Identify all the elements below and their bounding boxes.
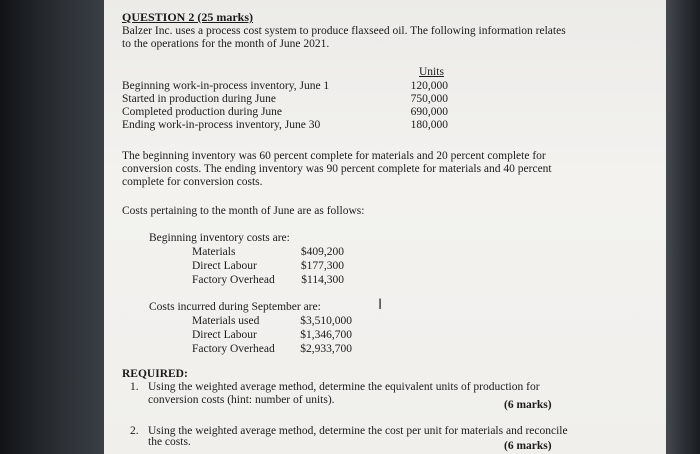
incurred-cost-label: Factory Overhead xyxy=(192,343,275,355)
incurred-cost-label: Direct Labour xyxy=(192,329,257,341)
completion-line-1: The beginning inventory was 60 percent complete for materials and 20 percent complete for xyxy=(122,150,546,162)
required-item-number: 2. xyxy=(130,425,139,437)
beginning-cost-label: Direct Labour xyxy=(192,260,257,272)
units-row-value: 180,000 xyxy=(410,119,448,131)
units-header: Units xyxy=(419,66,444,78)
right-background xyxy=(662,0,700,454)
completion-line-3: complete for conversion costs. xyxy=(122,176,263,188)
units-row-label: Started in production during June xyxy=(122,93,276,105)
incurred-cost-label: Materials used xyxy=(192,315,260,327)
incurred-costs-heading: Costs incurred during September are: xyxy=(149,301,321,313)
required-item-marks: (6 marks) xyxy=(504,440,552,452)
question-title: QUESTION 2 (25 marks) xyxy=(122,10,254,24)
intro-line-1: Balzer Inc. uses a process cost system to produce flaxseed oil. The following information relates xyxy=(122,25,566,37)
required-heading: REQUIRED: xyxy=(122,368,188,380)
beginning-costs-heading: Beginning inventory costs are: xyxy=(149,232,290,244)
required-item-line: the costs. xyxy=(148,436,191,448)
beginning-cost-value: $114,300 xyxy=(301,274,344,286)
beginning-cost-label: Factory Overhead xyxy=(192,274,275,286)
units-row-label: Completed production during June xyxy=(122,106,283,118)
left-background xyxy=(0,0,104,454)
costs-intro: Costs pertaining to the month of June are as follows: xyxy=(122,205,365,217)
required-item-number: 1. xyxy=(130,381,139,393)
text-cursor-icon: I xyxy=(378,297,383,313)
document-page xyxy=(104,0,666,454)
units-row-value: 750,000 xyxy=(410,93,448,105)
incurred-cost-value: $3,510,000 xyxy=(300,315,352,327)
completion-line-2: conversion costs. The ending inventory was 90 percent complete for materials and 40 percent xyxy=(122,163,552,175)
required-item-line: Using the weighted average method, determine the equivalent units of production for xyxy=(148,381,540,393)
intro-line-2: to the operations for the month of June 2021. xyxy=(122,38,330,50)
incurred-cost-value: $2,933,700 xyxy=(300,343,352,355)
required-item-line: Using the weighted average method, determine the cost per unit for materials and reconcile xyxy=(148,425,568,437)
units-row-label: Beginning work-in-process inventory, June 1 xyxy=(122,80,330,92)
beginning-cost-value: $177,300 xyxy=(300,260,344,272)
units-row-value: 690,000 xyxy=(410,106,448,118)
units-row-label: Ending work-in-process inventory, June 30 xyxy=(122,119,321,131)
required-item-line: conversion costs (hint: number of units). xyxy=(148,394,335,406)
units-row-value: 120,000 xyxy=(410,80,448,92)
beginning-cost-label: Materials xyxy=(192,246,236,258)
beginning-cost-value: $409,200 xyxy=(300,246,344,258)
required-item-marks: (6 marks) xyxy=(504,399,552,411)
incurred-cost-value: $1,346,700 xyxy=(300,329,352,341)
